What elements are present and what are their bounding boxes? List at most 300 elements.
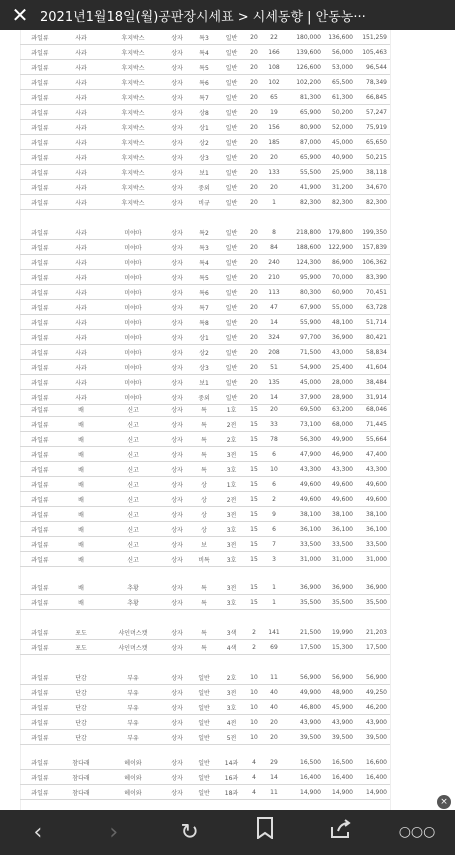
table-cell: 과일류 — [31, 451, 49, 459]
table-cell: 배 — [78, 599, 84, 607]
table-row — [20, 595, 390, 610]
table-row — [20, 580, 390, 595]
table-cell: 일반 — [198, 674, 210, 682]
table-cell: 60,900 — [332, 288, 353, 296]
table-cell: 상자 — [171, 541, 183, 549]
table-cell: 사과 — [75, 79, 87, 87]
table-cell: 미야마 — [124, 379, 142, 387]
table-cell: 사과 — [75, 169, 87, 177]
table-cell: 38,118 — [366, 168, 387, 176]
table-cell: 후지박스 — [121, 169, 145, 177]
table-row — [20, 105, 390, 120]
table-cell: 부유 — [127, 704, 139, 712]
table-cell: 단감 — [75, 674, 87, 682]
table-cell: 상자 — [171, 364, 183, 372]
table-cell: 3 — [272, 555, 276, 563]
table-cell: 28,000 — [332, 378, 353, 386]
table-cell: 후지박스 — [121, 109, 145, 117]
table-cell: 20 — [250, 273, 258, 281]
table-cell: 68,046 — [366, 405, 387, 413]
table-cell: 부유 — [127, 719, 139, 727]
table-cell: 특6 — [199, 79, 209, 87]
table-cell: 49,600 — [366, 495, 387, 503]
table-cell: 신고 — [127, 421, 139, 429]
table-cell: 15 — [250, 450, 258, 458]
table-cell: 40,900 — [332, 153, 353, 161]
table-cell: 사과 — [75, 244, 87, 252]
table-cell: 20 — [250, 303, 258, 311]
table-cell: 36,900 — [366, 583, 387, 591]
table-cell: 19 — [270, 108, 278, 116]
table-cell: 36,900 — [332, 583, 353, 591]
table-cell: 20 — [250, 393, 258, 401]
table-row — [20, 150, 390, 165]
table-cell: 48,900 — [332, 688, 353, 696]
table-cell: 미야마 — [124, 244, 142, 252]
table-cell: 57,247 — [366, 108, 387, 116]
table-cell: 20 — [250, 183, 258, 191]
table-cell: 20 — [250, 243, 258, 251]
table-cell: 67,900 — [300, 303, 321, 311]
table-cell: 과일류 — [31, 304, 49, 312]
table-cell: 사과 — [75, 364, 87, 372]
table-cell: 신고 — [127, 526, 139, 534]
table-row — [20, 685, 390, 700]
table-cell: 사과 — [75, 259, 87, 267]
table-cell: 상자 — [171, 599, 183, 607]
table-cell: 헤이와 — [124, 774, 142, 782]
table-cell: 218,800 — [296, 228, 321, 236]
table-cell: 14 — [270, 393, 278, 401]
table-cell: 상자 — [171, 394, 183, 402]
table-cell: 8 — [272, 228, 276, 236]
table-cell: 2호 — [226, 674, 237, 682]
table-cell: 일반 — [225, 109, 238, 117]
table-cell: 특6 — [199, 289, 209, 297]
table-cell: 3호 — [226, 556, 237, 564]
table-cell: 71,500 — [300, 348, 321, 356]
table-cell: 후지박스 — [121, 49, 145, 57]
table-cell: 20 — [250, 138, 258, 146]
table-cell: 상자 — [171, 139, 183, 147]
table-cell: 36,100 — [300, 525, 321, 533]
table-cell: 3호 — [226, 704, 237, 712]
table-cell: 미야마 — [124, 319, 142, 327]
table-cell: 240 — [268, 258, 280, 266]
table-cell: 10 — [250, 703, 258, 711]
table-cell: 상자 — [171, 481, 183, 489]
table-cell: 배 — [78, 511, 84, 519]
table-cell: 20 — [250, 348, 258, 356]
close-icon[interactable]: ✕ — [11, 3, 29, 27]
table-cell: 특4 — [199, 49, 209, 57]
table-cell: 후지박스 — [121, 184, 145, 192]
table-cell: 55,900 — [300, 318, 321, 326]
table-cell: 과일류 — [31, 759, 49, 767]
table-cell: 65,900 — [300, 108, 321, 116]
table-cell: 상자 — [171, 334, 183, 342]
table-cell: 4전 — [226, 719, 237, 727]
table-cell: 상8 — [199, 109, 209, 117]
table-cell: 사과 — [75, 64, 87, 72]
table-cell: 56,000 — [332, 48, 353, 56]
table-row — [20, 432, 390, 447]
table-cell: 부유 — [127, 674, 139, 682]
table-cell: 43,300 — [300, 465, 321, 473]
table-cell: 특5 — [199, 64, 209, 72]
table-cell: 80,421 — [366, 333, 387, 341]
table-cell: 상자 — [171, 34, 183, 42]
table-cell: 39,500 — [300, 733, 321, 741]
table-cell: 34,670 — [366, 183, 387, 191]
bookmark-icon[interactable] — [245, 810, 285, 855]
table-cell: 샤인머스캣 — [118, 644, 148, 652]
table-cell: 참다래 — [72, 774, 90, 782]
table-cell: 122,900 — [328, 243, 353, 251]
table-cell: 후지박스 — [121, 154, 145, 162]
table-cell: 82,300 — [332, 198, 353, 206]
table-cell: 20 — [270, 183, 278, 191]
table-cell: 과일류 — [31, 199, 49, 207]
table-cell: 상자 — [171, 244, 183, 252]
table-cell: 상자 — [171, 526, 183, 534]
table-cell: 73,100 — [300, 420, 321, 428]
table-cell: 136,600 — [328, 33, 353, 41]
table-row — [20, 700, 390, 715]
table-row — [20, 537, 390, 552]
table-cell: 17,500 — [366, 643, 387, 651]
table-cell: 38,100 — [366, 510, 387, 518]
table-cell: 20 — [250, 153, 258, 161]
table-cell: 신고 — [127, 466, 139, 474]
table-cell: 43,900 — [300, 718, 321, 726]
chevron-right-icon[interactable]: › — [109, 820, 119, 845]
table-cell: 일반 — [225, 64, 238, 72]
table-cell: 특 — [201, 436, 207, 444]
table-cell: 20 — [250, 228, 258, 236]
table-group — [20, 402, 390, 567]
table-cell: 배 — [78, 584, 84, 592]
table-cell: 상자 — [171, 466, 183, 474]
table-cell: 80,900 — [300, 123, 321, 131]
table-cell: 신고 — [127, 496, 139, 504]
table-cell: 10 — [250, 733, 258, 741]
table-cell: 151,259 — [362, 33, 387, 41]
table-cell: 199,350 — [362, 228, 387, 236]
table-cell: 특 — [201, 599, 207, 607]
table-cell: 신고 — [127, 481, 139, 489]
table-cell: 상자 — [171, 719, 183, 727]
table-cell: 사과 — [75, 274, 87, 282]
table-row — [20, 270, 390, 285]
table-cell: 헤이와 — [124, 759, 142, 767]
table-cell: 특 — [201, 629, 207, 637]
table-cell: 97,700 — [300, 333, 321, 341]
table-cell: 83,390 — [366, 273, 387, 281]
table-cell: 비규 — [198, 199, 210, 207]
table-cell: 과일류 — [31, 599, 49, 607]
table-cell: 69,500 — [300, 405, 321, 413]
table-cell: 과일류 — [31, 541, 49, 549]
table-row — [20, 165, 390, 180]
table-cell: 25,900 — [332, 168, 353, 176]
table-cell: 36,100 — [366, 525, 387, 533]
table-cell: 단감 — [75, 704, 87, 712]
table-cell: 49,600 — [332, 480, 353, 488]
table-cell: 배 — [78, 481, 84, 489]
table-row — [20, 360, 390, 375]
table-row — [20, 255, 390, 270]
table-cell: 16,600 — [366, 758, 387, 766]
table-cell: 과일류 — [31, 379, 49, 387]
table-cell: 신고 — [127, 511, 139, 519]
table-cell: 46,900 — [332, 450, 353, 458]
table-row — [20, 447, 390, 462]
table-cell: 과일류 — [31, 169, 49, 177]
table-cell: 특 — [201, 451, 207, 459]
table-cell: 상3 — [199, 154, 209, 162]
table-cell: 신고 — [127, 436, 139, 444]
table-cell: 배 — [78, 406, 84, 414]
table-cell: 상자 — [171, 259, 183, 267]
close-ad-icon[interactable]: × — [437, 795, 451, 809]
table-cell: 10 — [250, 673, 258, 681]
table-cell: 상자 — [171, 184, 183, 192]
table-cell: 20 — [250, 78, 258, 86]
table-row — [20, 462, 390, 477]
table-cell: 일반 — [198, 774, 210, 782]
table-cell: 69 — [270, 643, 278, 651]
table-cell: 324 — [268, 333, 280, 341]
table-cell: 부유 — [127, 734, 139, 742]
table-cell: 6 — [272, 450, 276, 458]
table-cell: 배 — [78, 466, 84, 474]
table-cell: 일반 — [225, 334, 238, 342]
table-cell: 후지박스 — [121, 94, 145, 102]
table-cell: 단감 — [75, 719, 87, 727]
table-cell: 과일류 — [31, 436, 49, 444]
table-group — [20, 580, 390, 610]
table-cell: 65,650 — [366, 138, 387, 146]
table-cell: 일반 — [198, 789, 210, 797]
table-cell: 50,200 — [332, 108, 353, 116]
table-cell: 특7 — [199, 304, 209, 312]
table-cell: 66,845 — [366, 93, 387, 101]
table-cell: 일반 — [198, 689, 210, 697]
table-cell: 과일류 — [31, 481, 49, 489]
table-cell: 2전 — [226, 421, 237, 429]
table-cell: 과일류 — [31, 274, 49, 282]
table-cell: 48,100 — [332, 318, 353, 326]
table-cell: 10 — [250, 688, 258, 696]
table-row — [20, 30, 390, 45]
table-cell: 20 — [270, 153, 278, 161]
table-cell: 1 — [272, 198, 276, 206]
table-cell: 상 — [201, 526, 207, 534]
table-cell: 과일류 — [31, 421, 49, 429]
table-cell: 45,000 — [332, 138, 353, 146]
table-cell: 15 — [250, 525, 258, 533]
table-cell: 208 — [268, 348, 280, 356]
table-cell: 188,600 — [296, 243, 321, 251]
table-cell: 95,900 — [300, 273, 321, 281]
table-cell: 일반 — [225, 34, 238, 42]
table-cell: 상자 — [171, 154, 183, 162]
table-cell: 일반 — [225, 229, 238, 237]
table-cell: 58,834 — [366, 348, 387, 356]
table-cell: 미야마 — [124, 304, 142, 312]
table-cell: 49,900 — [300, 688, 321, 696]
table-cell: 과일류 — [31, 244, 49, 252]
table-cell: 56,300 — [300, 435, 321, 443]
table-cell: 51 — [270, 363, 278, 371]
table-cell: 14과 — [224, 759, 239, 767]
table-cell: 상자 — [171, 64, 183, 72]
table-cell: 45,000 — [300, 378, 321, 386]
table-row — [20, 285, 390, 300]
table-cell: 미야마 — [124, 274, 142, 282]
table-cell: 일반 — [198, 759, 210, 767]
table-cell: 상자 — [171, 124, 183, 132]
table-cell: 78 — [270, 435, 278, 443]
table-cell: 47 — [270, 303, 278, 311]
table-cell: 20 — [250, 318, 258, 326]
table-cell: 1호 — [226, 481, 237, 489]
table-cell: 과일류 — [31, 154, 49, 162]
table-cell: 참다래 — [72, 789, 90, 797]
table-row — [20, 135, 390, 150]
table-cell: 3전 — [226, 689, 237, 697]
table-cell: 106,362 — [362, 258, 387, 266]
table-cell: 사과 — [75, 109, 87, 117]
table-cell: 특2 — [199, 229, 209, 237]
table-row — [20, 75, 390, 90]
table-cell: 2 — [272, 495, 276, 503]
table-cell: 상자 — [171, 451, 183, 459]
table-cell: 21,203 — [366, 628, 387, 636]
table-row — [20, 417, 390, 432]
chevron-left-icon[interactable]: ‹ — [33, 820, 43, 845]
table-cell: 배 — [78, 541, 84, 549]
table-cell: 상자 — [171, 319, 183, 327]
table-cell: 상자 — [171, 109, 183, 117]
table-cell: 미야마 — [124, 259, 142, 267]
table-cell: 6 — [272, 525, 276, 533]
table-cell: 후지박스 — [121, 199, 145, 207]
table-row — [20, 402, 390, 417]
table-cell: 일반 — [225, 304, 238, 312]
table-cell: 31,000 — [366, 555, 387, 563]
table-cell: 3전 — [226, 541, 237, 549]
table-cell: 15 — [250, 540, 258, 548]
table-cell: 39,500 — [332, 733, 353, 741]
table-cell: 5전 — [226, 734, 237, 742]
table-cell: 과일류 — [31, 109, 49, 117]
table-cell: 20 — [250, 93, 258, 101]
table-cell: 과일류 — [31, 496, 49, 504]
table-cell: 35,500 — [300, 598, 321, 606]
table-cell: 20 — [270, 718, 278, 726]
table-cell: 16,400 — [300, 773, 321, 781]
table-cell: 55,000 — [332, 303, 353, 311]
top-bar — [0, 0, 455, 30]
table-cell: 43,900 — [332, 718, 353, 726]
more-icon[interactable]: ○○○ — [398, 824, 436, 840]
table-cell: 166 — [268, 48, 280, 56]
table-cell: 배 — [78, 421, 84, 429]
page-title: 2021년1월18일(월)공판장시세표 > 시세동향 | 안동농··· — [40, 9, 366, 25]
table-cell: 3색 — [226, 629, 237, 637]
table-cell: 10 — [250, 718, 258, 726]
table-group — [20, 225, 390, 405]
table-cell: 상자 — [171, 644, 183, 652]
table-cell: 49,600 — [366, 480, 387, 488]
table-cell: 사과 — [75, 304, 87, 312]
table-cell: 78,349 — [366, 78, 387, 86]
table-cell: 135 — [268, 378, 280, 386]
table-cell: 일반 — [225, 184, 238, 192]
table-cell: 상자 — [171, 79, 183, 87]
reload-icon[interactable]: ↻ — [180, 820, 199, 845]
table-cell: 포도 — [75, 644, 87, 652]
table-cell: 특7 — [199, 94, 209, 102]
table-cell: 14,900 — [366, 788, 387, 796]
table-group — [20, 670, 390, 745]
share-icon[interactable] — [321, 810, 361, 855]
table-cell: 43,300 — [332, 465, 353, 473]
table-cell: 상2 — [199, 349, 209, 357]
table-cell: 참다래 — [72, 759, 90, 767]
table-cell: 47,400 — [366, 450, 387, 458]
price-sheet[interactable] — [0, 30, 455, 810]
table-cell: 배 — [78, 496, 84, 504]
table-cell: 1호 — [226, 406, 237, 414]
table-cell: 43,000 — [332, 348, 353, 356]
table-cell: 41,900 — [300, 183, 321, 191]
table-cell: 65,500 — [332, 78, 353, 86]
table-cell: 상 — [201, 511, 207, 519]
table-cell: 중외 — [198, 184, 210, 192]
table-cell: 상자 — [171, 674, 183, 682]
table-cell: 과일류 — [31, 774, 49, 782]
table-cell: 과일류 — [31, 34, 49, 42]
table-cell: 49,900 — [332, 435, 353, 443]
table-cell: 15 — [250, 465, 258, 473]
table-cell: 55,664 — [366, 435, 387, 443]
table-cell: 55,500 — [300, 168, 321, 176]
table-cell: 15,300 — [332, 643, 353, 651]
table-cell: 특4 — [199, 259, 209, 267]
table-cell: 특 — [201, 466, 207, 474]
table-cell: 상 — [201, 481, 207, 489]
table-cell: 16,500 — [300, 758, 321, 766]
table-cell: 미야마 — [124, 334, 142, 342]
table-cell: 상자 — [171, 689, 183, 697]
table-cell: 43,900 — [366, 718, 387, 726]
table-cell: 65,900 — [300, 153, 321, 161]
table-cell: 상 — [201, 496, 207, 504]
table-cell: 과일류 — [31, 64, 49, 72]
table-cell: 과일류 — [31, 94, 49, 102]
table-cell: 43,300 — [366, 465, 387, 473]
table-cell: 4색 — [226, 644, 237, 652]
table-cell: 20 — [270, 405, 278, 413]
table-cell: 20 — [250, 333, 258, 341]
table-row — [20, 670, 390, 685]
table-cell: 일반 — [198, 719, 210, 727]
table-cell: 과일류 — [31, 789, 49, 797]
table-cell: 특 — [201, 584, 207, 592]
